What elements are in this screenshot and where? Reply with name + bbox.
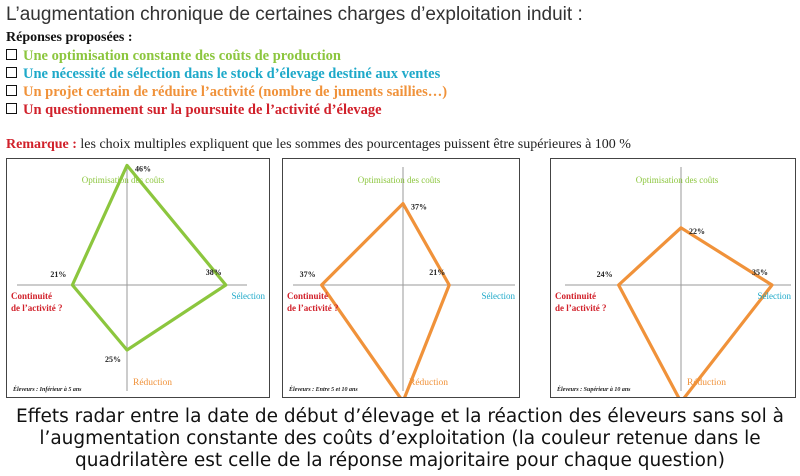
axis-label-optimisation: Optimisation des coûts: [635, 175, 719, 185]
group-label: Éleveurs : Supérieur à 10 ans: [557, 387, 631, 393]
value-label-continuite: 37%: [299, 270, 316, 279]
value-label-optimisation: 22%: [689, 226, 705, 236]
axis-label-continuite: Continuité: [11, 291, 53, 301]
page-title: L’augmentation chronique de certaines charges d’exploitation induit :: [6, 4, 583, 25]
remark: [6, 137, 631, 153]
option-label: Une nécessité de sélection dans le stock d’élevage destiné aux ventes: [23, 66, 441, 82]
value-label-optimisation: 46%: [135, 164, 151, 174]
checkbox-icon: [6, 85, 17, 96]
checkbox-icon: [6, 67, 17, 78]
axis-label-optimisation: Optimisation des coûts: [357, 175, 441, 185]
option-continuite: [6, 102, 382, 119]
axis-label-continuite: de l’activité ?: [11, 303, 63, 313]
value-label-selection: 21%: [429, 268, 446, 277]
axis-label-continuite: Continuité: [555, 291, 597, 301]
axis-label-reduction: Réduction: [133, 378, 173, 388]
remark-text: les choix multiples expliquent que les sommes des pourcentages puissent être supérieures à 100 %: [76, 137, 631, 152]
value-label-optimisation: 37%: [411, 202, 427, 212]
caption-line: l’augmentation constante des coûts d’exploitation (la couleur retenue dans le: [39, 428, 761, 449]
caption-line: Effets radar entre la date de début d’élevage et la réaction des éleveurs sans sol à: [16, 406, 784, 427]
value-label-continuite: 24%: [596, 270, 613, 279]
group-label: Éleveurs : Inférieur à 5 ans: [13, 387, 82, 393]
option-optimisation: [6, 48, 341, 65]
axis-label-selection: Sélection: [757, 291, 791, 301]
axis-label-reduction: Réduction: [409, 378, 449, 388]
responses-title: Réponses proposées :: [6, 30, 133, 45]
axis-label-reduction: Réduction: [687, 378, 727, 388]
option-label: Un projet certain de réduire l’activité (nombre de juments saillies…): [23, 84, 448, 100]
value-label-reduction: 25%: [105, 355, 121, 364]
axis-label-optimisation: Optimisation des coûts: [81, 175, 165, 185]
value-label-continuite: 21%: [50, 270, 67, 279]
checkbox-icon: [6, 103, 17, 114]
axis-label-continuite: de l’activité ?: [555, 303, 607, 313]
radar-svg: [283, 159, 519, 397]
axis-label-selection: Sélection: [231, 291, 265, 301]
caption-line: quadrilatère est celle de la réponse majoritaire pour chaque question): [75, 450, 725, 471]
remark-prefix: Remarque :: [6, 137, 77, 152]
radar-polygon: [72, 165, 225, 350]
radar-svg: [7, 159, 269, 397]
radar-polygon: [322, 204, 450, 397]
axis-label-selection: Sélection: [481, 291, 515, 301]
group-label: Éleveurs : Entre 5 et 10 ans: [289, 387, 358, 393]
figure-caption: [0, 406, 800, 472]
axis-label-continuite: de l’activité ?: [287, 303, 339, 313]
radar-svg: [551, 159, 795, 397]
radar-chart-2: [282, 158, 520, 398]
option-selection: [6, 66, 440, 83]
radar-chart-1: [6, 158, 270, 398]
checkbox-icon: [6, 49, 17, 60]
value-label-selection: 35%: [752, 268, 768, 277]
radar-polygon: [619, 228, 772, 397]
option-reduction: [6, 84, 447, 101]
axis-label-continuite: Continuité: [287, 291, 329, 301]
option-label: Une optimisation constante des coûts de production: [23, 48, 341, 64]
value-label-selection: 38%: [205, 268, 222, 277]
option-label: Un questionnement sur la poursuite de l’activité d’élevage: [23, 102, 382, 118]
radar-chart-3: [550, 158, 796, 398]
